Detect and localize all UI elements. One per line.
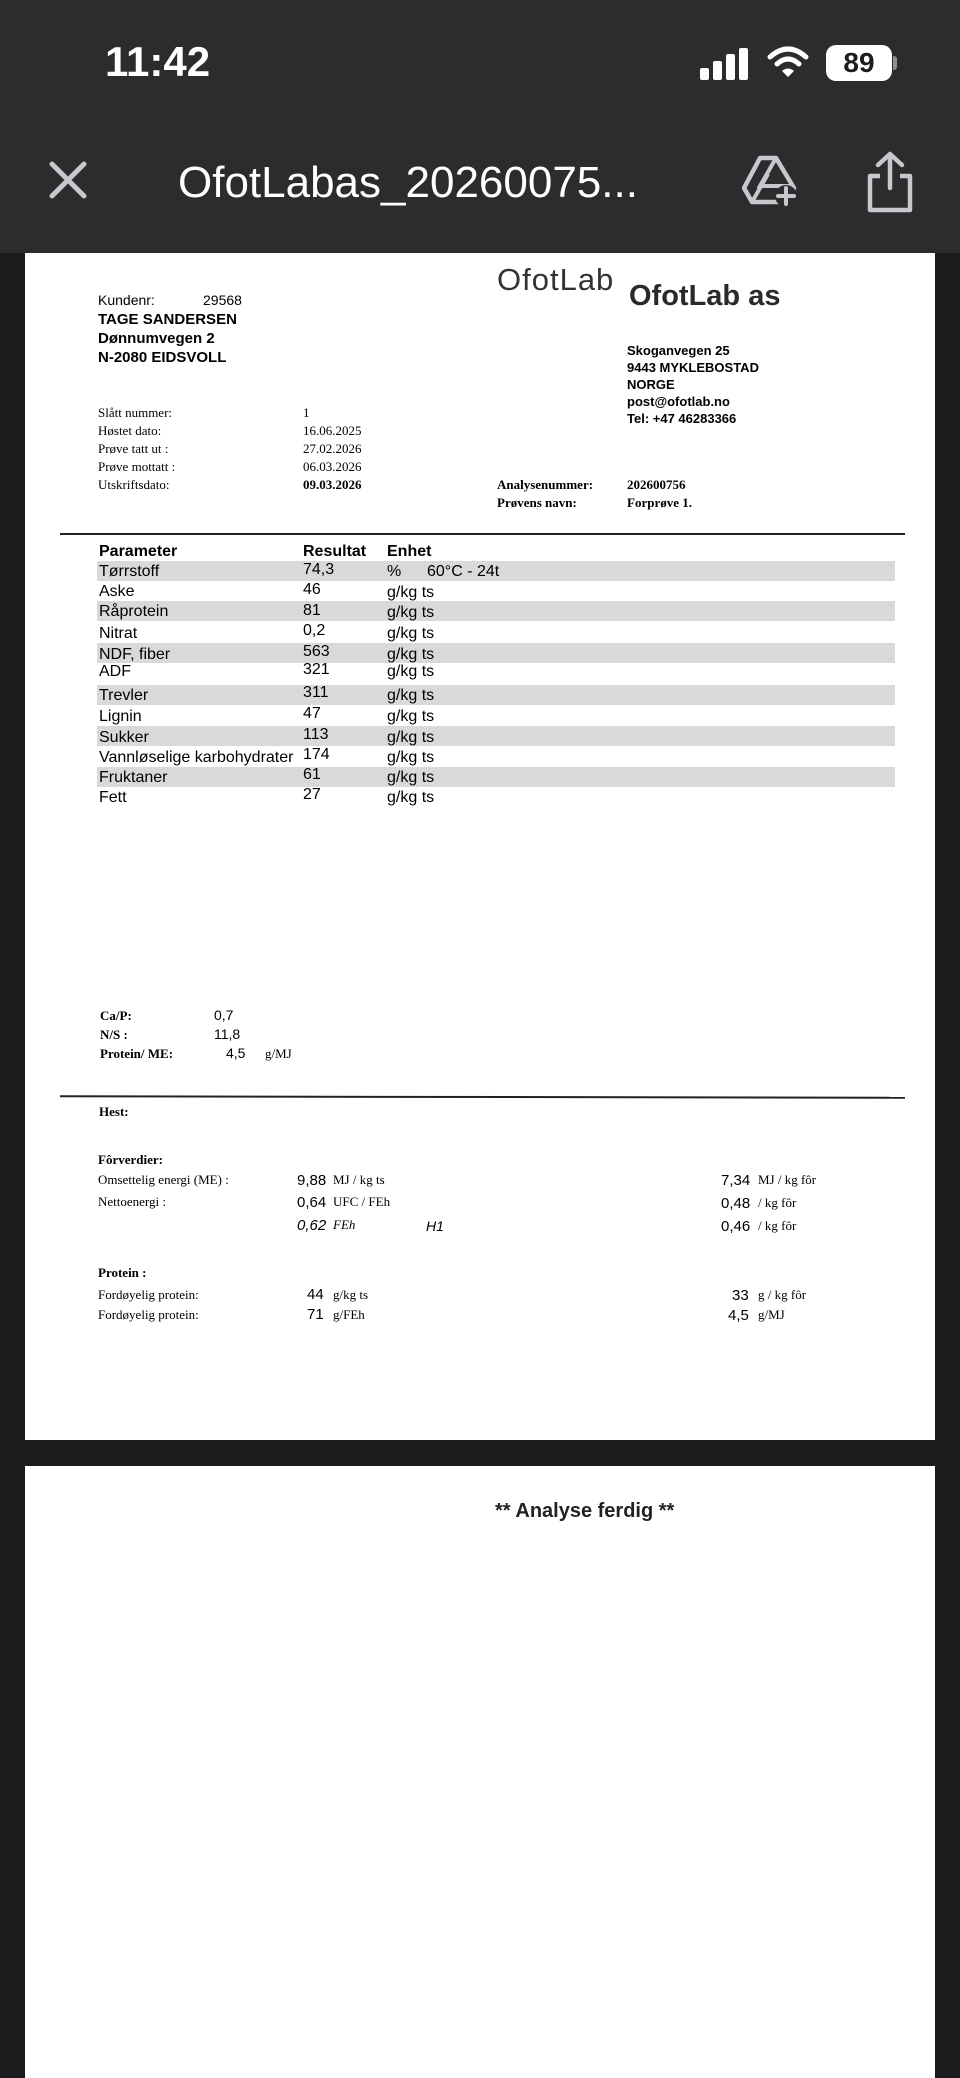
- sample-info-label: Prøve tatt ut :: [98, 441, 169, 456]
- row-shading: [97, 767, 895, 787]
- protein-right-unit: g/MJ: [758, 1307, 785, 1322]
- analysis-number-label: Analysenummer:: [497, 477, 594, 492]
- ratio-label: N/S :: [100, 1027, 128, 1042]
- protein-title: Protein :: [98, 1265, 147, 1280]
- row-result: 321: [303, 661, 330, 678]
- row-param: Trevler: [99, 687, 149, 704]
- row-param: Sukker: [99, 729, 149, 746]
- battery-tip: [893, 56, 897, 70]
- ratio-label: Protein/ ME:: [100, 1046, 174, 1061]
- sample-info-label: Prøve mottatt :: [98, 459, 176, 474]
- customer-city: N-2080 EIDSVOLL: [98, 349, 227, 366]
- divider: [60, 533, 905, 535]
- row-shading: [97, 601, 895, 621]
- protein-value: 71: [307, 1306, 324, 1323]
- sample-info-label: Utskriftsdato:: [98, 477, 170, 492]
- battery-indicator: 89: [826, 45, 892, 81]
- row-param: Vannløselige karbohydrater: [99, 749, 294, 766]
- ratio-value: 0,7: [214, 1007, 234, 1023]
- analysis-number: 202600756: [627, 477, 686, 492]
- close-icon[interactable]: [40, 152, 96, 208]
- feed-value: 0,62: [297, 1217, 327, 1234]
- feed-value: 9,88: [297, 1172, 327, 1189]
- share-icon[interactable]: [862, 150, 918, 216]
- top-bar: [0, 0, 960, 253]
- cellular-signal-icon: [700, 48, 748, 80]
- row-param: Fett: [99, 789, 127, 806]
- feed-right-value: 0,46: [721, 1218, 751, 1235]
- row-unit: g/kg ts: [387, 729, 435, 746]
- feed-right-value: 0,48: [721, 1195, 751, 1212]
- row-result: 81: [303, 602, 321, 619]
- company-name: OfotLab as: [629, 280, 781, 312]
- feed-mid-label: H1: [426, 1218, 444, 1234]
- customer-name: TAGE SANDERSEN: [98, 311, 237, 328]
- row-param: Fruktaner: [99, 769, 168, 786]
- row-unit: g/kg ts: [387, 749, 435, 766]
- table-header-parameter: Parameter: [99, 543, 178, 560]
- row-result: 27: [303, 786, 321, 803]
- row-param: ADF: [99, 663, 131, 680]
- document-title: OfotLabas_20260075...: [178, 158, 638, 207]
- row-result: 0,2: [303, 622, 326, 639]
- row-shading: [97, 726, 895, 746]
- row-result: 113: [303, 726, 329, 743]
- sample-info-value: 27.02.2026: [303, 441, 362, 456]
- row-result: 47: [303, 705, 321, 722]
- row-unit: g/kg ts: [387, 663, 435, 680]
- feed-unit: UFC / FEh: [333, 1194, 391, 1209]
- feed-value: 0,64: [297, 1194, 327, 1211]
- lab-city: 9443 MYKLEBOSTAD: [627, 360, 759, 375]
- feed-right-unit: MJ / kg fôr: [758, 1172, 817, 1187]
- row-param: Nitrat: [99, 625, 138, 642]
- feed-right-unit: / kg fôr: [758, 1218, 797, 1233]
- protein-unit: g/kg ts: [333, 1287, 369, 1302]
- lab-phone: Tel: +47 46283366: [627, 411, 737, 426]
- row-result: 563: [303, 643, 330, 660]
- logo-text: OfotLab: [497, 262, 615, 297]
- add-to-drive-icon[interactable]: [742, 150, 800, 210]
- feed-unit: FEh: [333, 1217, 356, 1232]
- feed-label: Omsettelig energi (ME) :: [98, 1172, 229, 1187]
- table-header-result: Resultat: [303, 543, 367, 560]
- sample-name: Forprøve 1.: [627, 495, 692, 510]
- feed-right-unit: / kg fôr: [758, 1195, 797, 1210]
- sample-info-value: 06.03.2026: [303, 459, 362, 474]
- row-shading: [97, 643, 895, 663]
- row-param: Lignin: [99, 708, 142, 725]
- row-param: Tørrstoff: [99, 563, 160, 580]
- document-page-1[interactable]: [25, 200, 935, 1440]
- ratio-value: 4,5: [226, 1045, 246, 1061]
- status-time: 11:42: [105, 38, 211, 85]
- ratio-value: 11,8: [214, 1026, 241, 1042]
- customer-street: Dønnumvegen 2: [98, 330, 215, 347]
- row-unit: g/kg ts: [387, 584, 435, 601]
- protein-right-unit: g / kg fôr: [758, 1287, 807, 1302]
- wifi-icon: [766, 44, 810, 80]
- protein-label: Fordøyelig protein:: [98, 1307, 199, 1322]
- lab-email: post@ofotlab.no: [627, 394, 730, 409]
- row-param: NDF, fiber: [99, 646, 171, 663]
- row-unit: g/kg ts: [387, 769, 435, 786]
- row-unit: g/kg ts: [387, 708, 435, 725]
- row-unit: %: [387, 563, 402, 580]
- protein-unit: g/FEh: [333, 1307, 365, 1322]
- lab-street: Skoganvegen 25: [627, 343, 730, 358]
- feed-label: Nettoenergi :: [98, 1194, 166, 1209]
- table-header-unit: Enhet: [387, 543, 432, 560]
- sample-name-label: Prøvens navn:: [497, 495, 577, 510]
- row-result: 311: [303, 684, 329, 701]
- protein-right-value: 33: [732, 1287, 749, 1304]
- sample-info-value: 09.03.2026: [303, 477, 362, 492]
- row-result: 46: [303, 581, 321, 598]
- customer-number: 29568: [203, 292, 242, 308]
- row-result: 74,3: [303, 561, 335, 578]
- section-heading: Hest:: [99, 1104, 129, 1119]
- sample-info-value: 1: [303, 405, 310, 420]
- row-param: Aske: [99, 583, 135, 600]
- row-param: Råprotein: [99, 603, 169, 620]
- sample-info-value: 16.06.2025: [303, 423, 362, 438]
- lab-country: NORGE: [627, 377, 675, 392]
- feed-unit: MJ / kg ts: [333, 1172, 385, 1187]
- divider: [60, 1095, 905, 1098]
- row-unit: g/kg ts: [387, 646, 435, 663]
- row-unit: g/kg ts: [387, 625, 435, 642]
- feed-values-title: Fôrverdier:: [98, 1152, 163, 1167]
- row-unit: g/kg ts: [387, 687, 435, 704]
- protein-label: Fordøyelig protein:: [98, 1287, 199, 1302]
- feed-right-value: 7,34: [721, 1172, 751, 1189]
- protein-right-value: 4,5: [728, 1307, 749, 1324]
- analysis-complete-status: ** Analyse ferdig **: [495, 1500, 675, 1522]
- document-page-2[interactable]: [25, 1466, 935, 2078]
- customer-number-label: Kundenr:: [98, 292, 155, 308]
- ratio-unit: g/MJ: [265, 1046, 292, 1061]
- row-unit: g/kg ts: [387, 604, 435, 621]
- row-unit: g/kg ts: [387, 789, 435, 806]
- row-note: 60°C - 24t: [427, 563, 500, 580]
- protein-value: 44: [307, 1286, 324, 1303]
- ratio-label: Ca/P:: [100, 1008, 132, 1023]
- sample-info-label: Slått nummer:: [98, 405, 173, 420]
- sample-info-label: Høstet dato:: [98, 423, 162, 438]
- row-shading: [97, 685, 895, 705]
- row-result: 174: [303, 746, 330, 763]
- row-result: 61: [303, 766, 321, 783]
